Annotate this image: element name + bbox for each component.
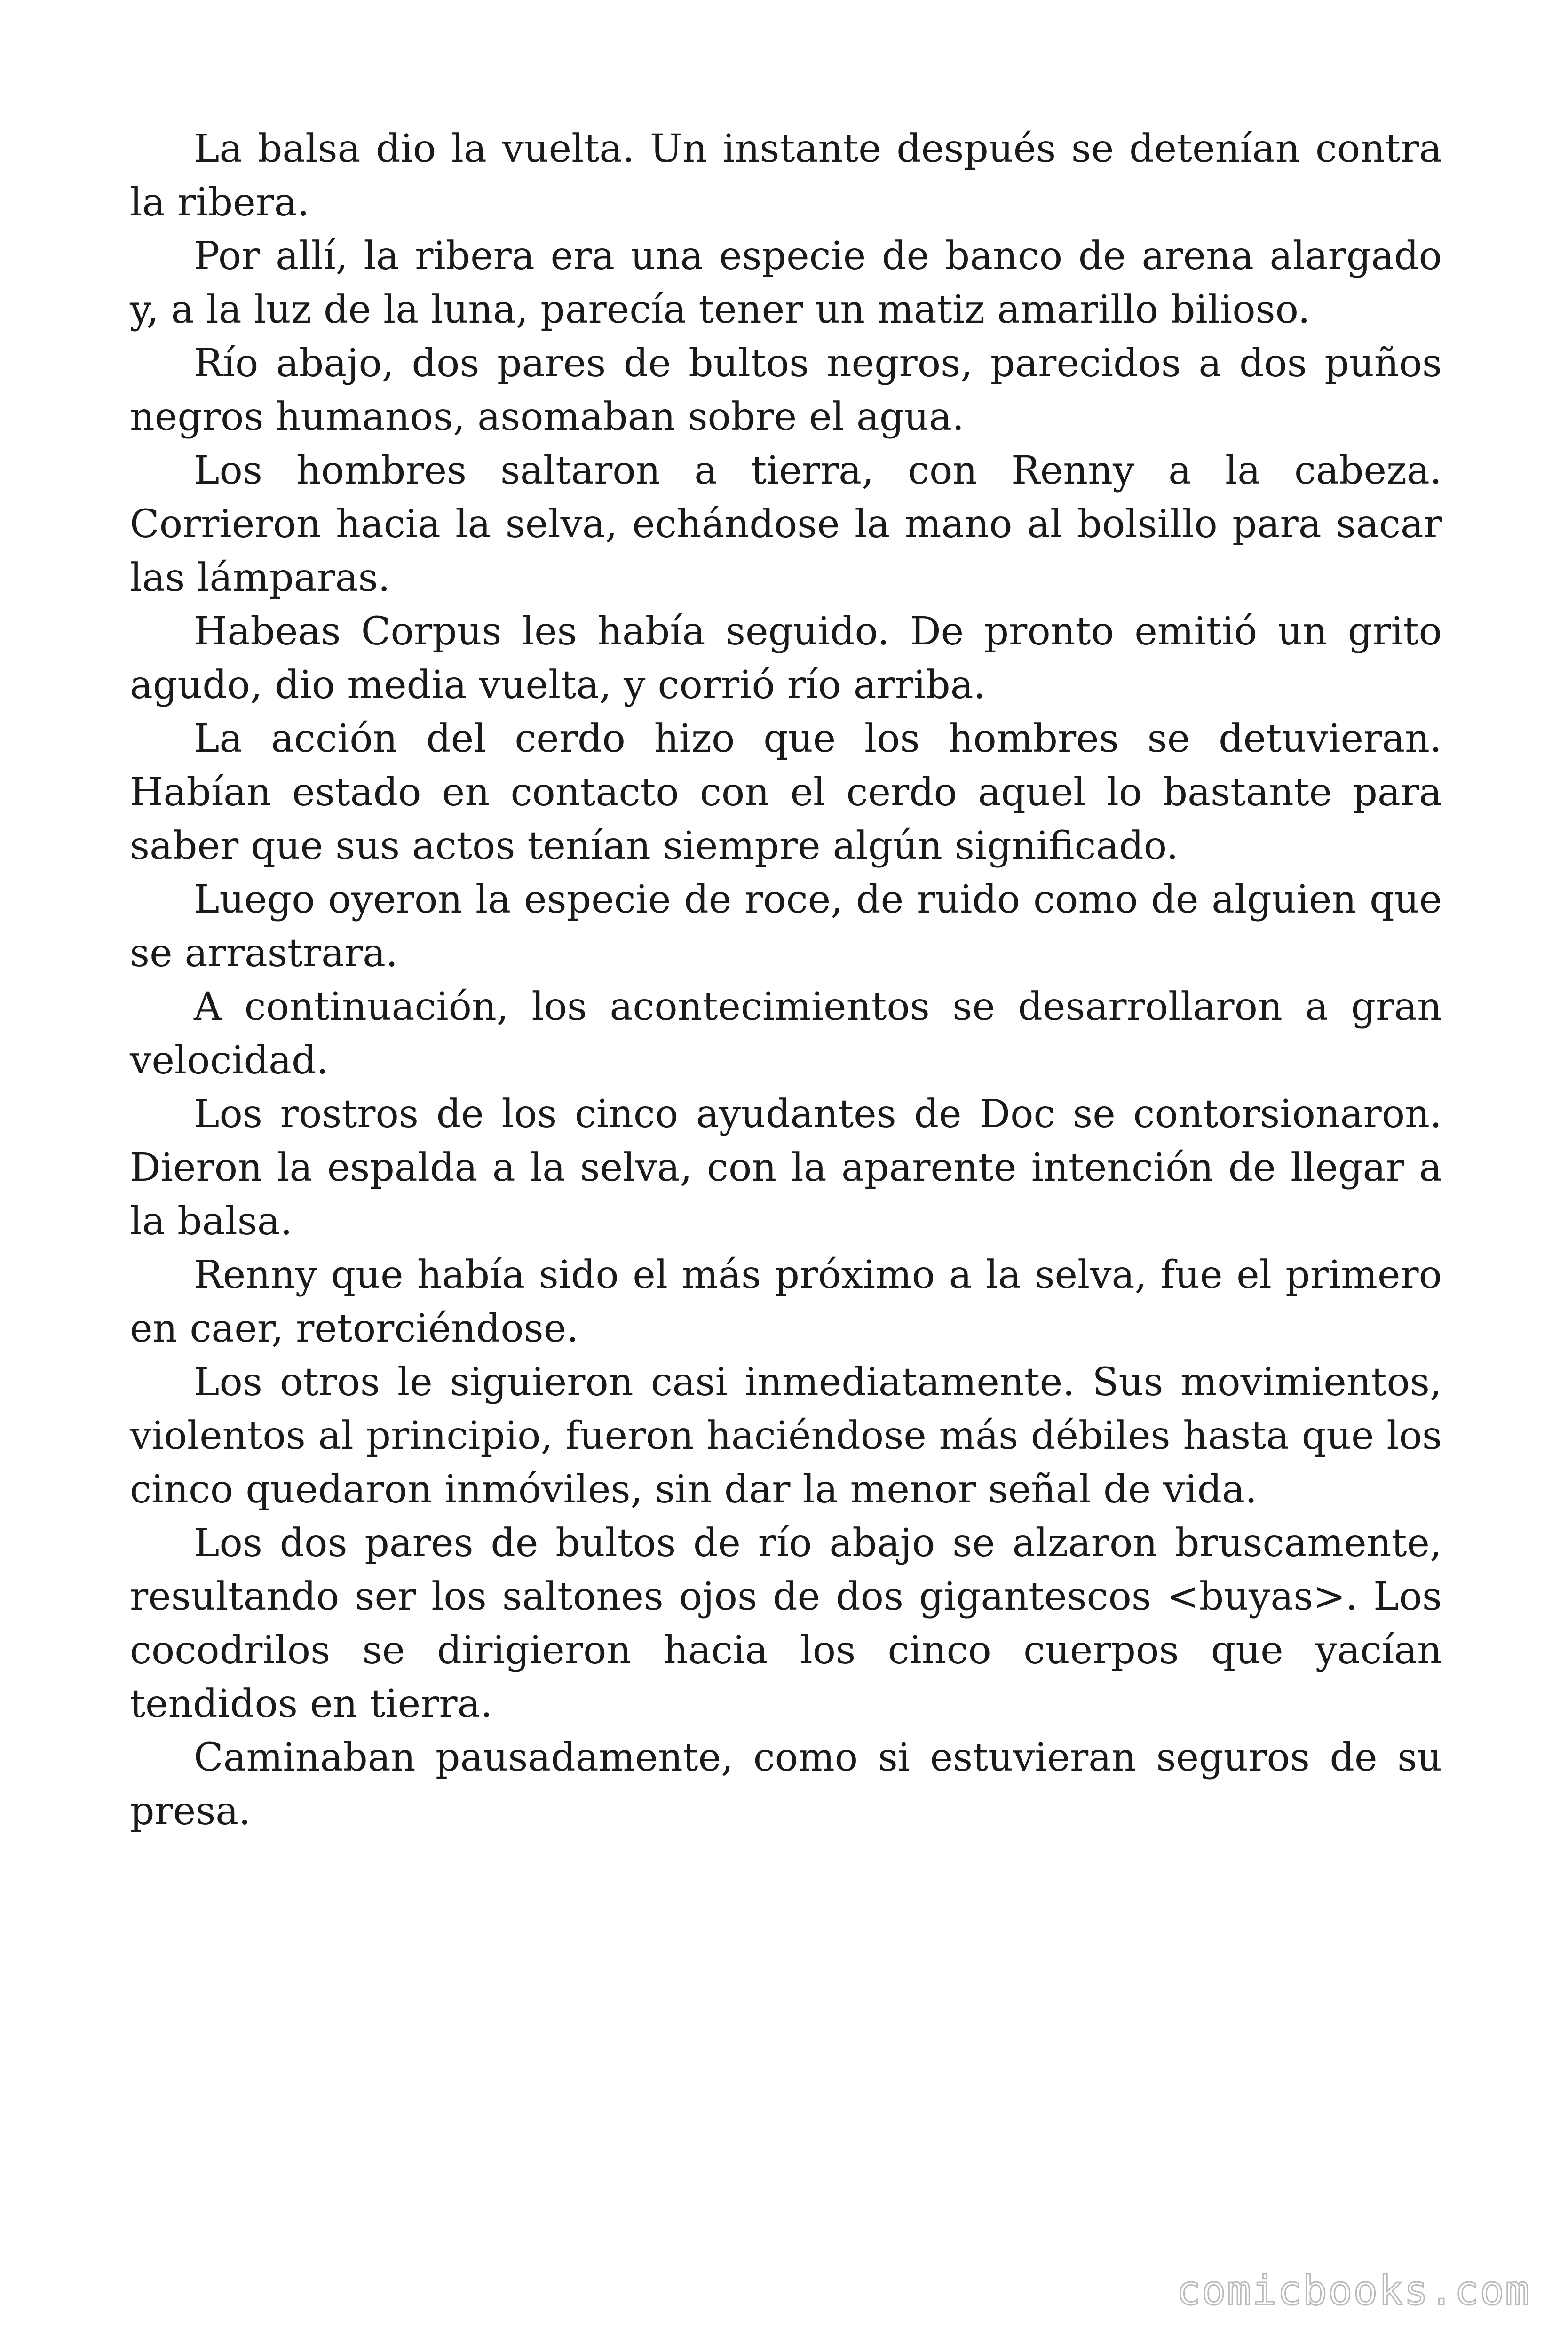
page-body: [130, 122, 1442, 1838]
paragraph: Río abajo, dos pares de bultos negros, parecidos a dos puños negros humanos, asomaban sobre el agua.: [130, 341, 1442, 439]
paragraph: Caminaban pausadamente, como si estuvieran seguros de su presa.: [130, 1735, 1442, 1834]
paragraph: A continuación, los acontecimientos se desarrollaron a gran velocidad.: [130, 985, 1442, 1083]
paragraph: Luego oyeron la especie de roce, de ruido como de alguien que se arrastrara.: [130, 877, 1442, 976]
paragraph: Los rostros de los cinco ayudantes de Doc se contorsionaron. Dieron la espalda a la selva, con la aparente intención de llegar a la balsa.: [130, 1092, 1442, 1244]
paragraph: Los dos pares de bultos de río abajo se alzaron bruscamente, resultando ser los saltones ojos de dos gigantescos <buyas>. Los cocodrilos se dirigieron hacia los cinco cuerpos que yacían tendidos en tierra.: [130, 1521, 1442, 1726]
paragraph: Renny que había sido el más próximo a la selva, fue el primero en caer, retorciéndose.: [130, 1253, 1442, 1351]
paragraph: Por allí, la ribera era una especie de banco de arena alargado y, a la luz de la luna, parecía tener un matiz amarillo bilioso.: [130, 234, 1442, 332]
paragraph: Los otros le siguieron casi inmediatamente. Sus movimientos, violentos al principio, fueron haciéndose más débiles hasta que los cinco quedaron inmóviles, sin dar la menor señal de vida.: [130, 1360, 1442, 1512]
paragraph: Los hombres saltaron a tierra, con Renny a la cabeza. Corrieron hacia la selva, echándose la mano al bolsillo para sacar las lámparas.: [130, 448, 1442, 600]
watermark: comicbooks.com: [1176, 2267, 1530, 2314]
paragraph: La acción del cerdo hizo que los hombres se detuvieran. Habían estado en contacto con el cerdo aquel lo bastante para saber que sus actos tenían siempre algún significado.: [130, 716, 1442, 868]
paragraph: La balsa dio la vuelta. Un instante después se detenían contra la ribera.: [130, 127, 1442, 225]
paragraph: Habeas Corpus les había seguido. De pronto emitió un grito agudo, dio media vuelta, y corrió río arriba.: [130, 609, 1442, 707]
